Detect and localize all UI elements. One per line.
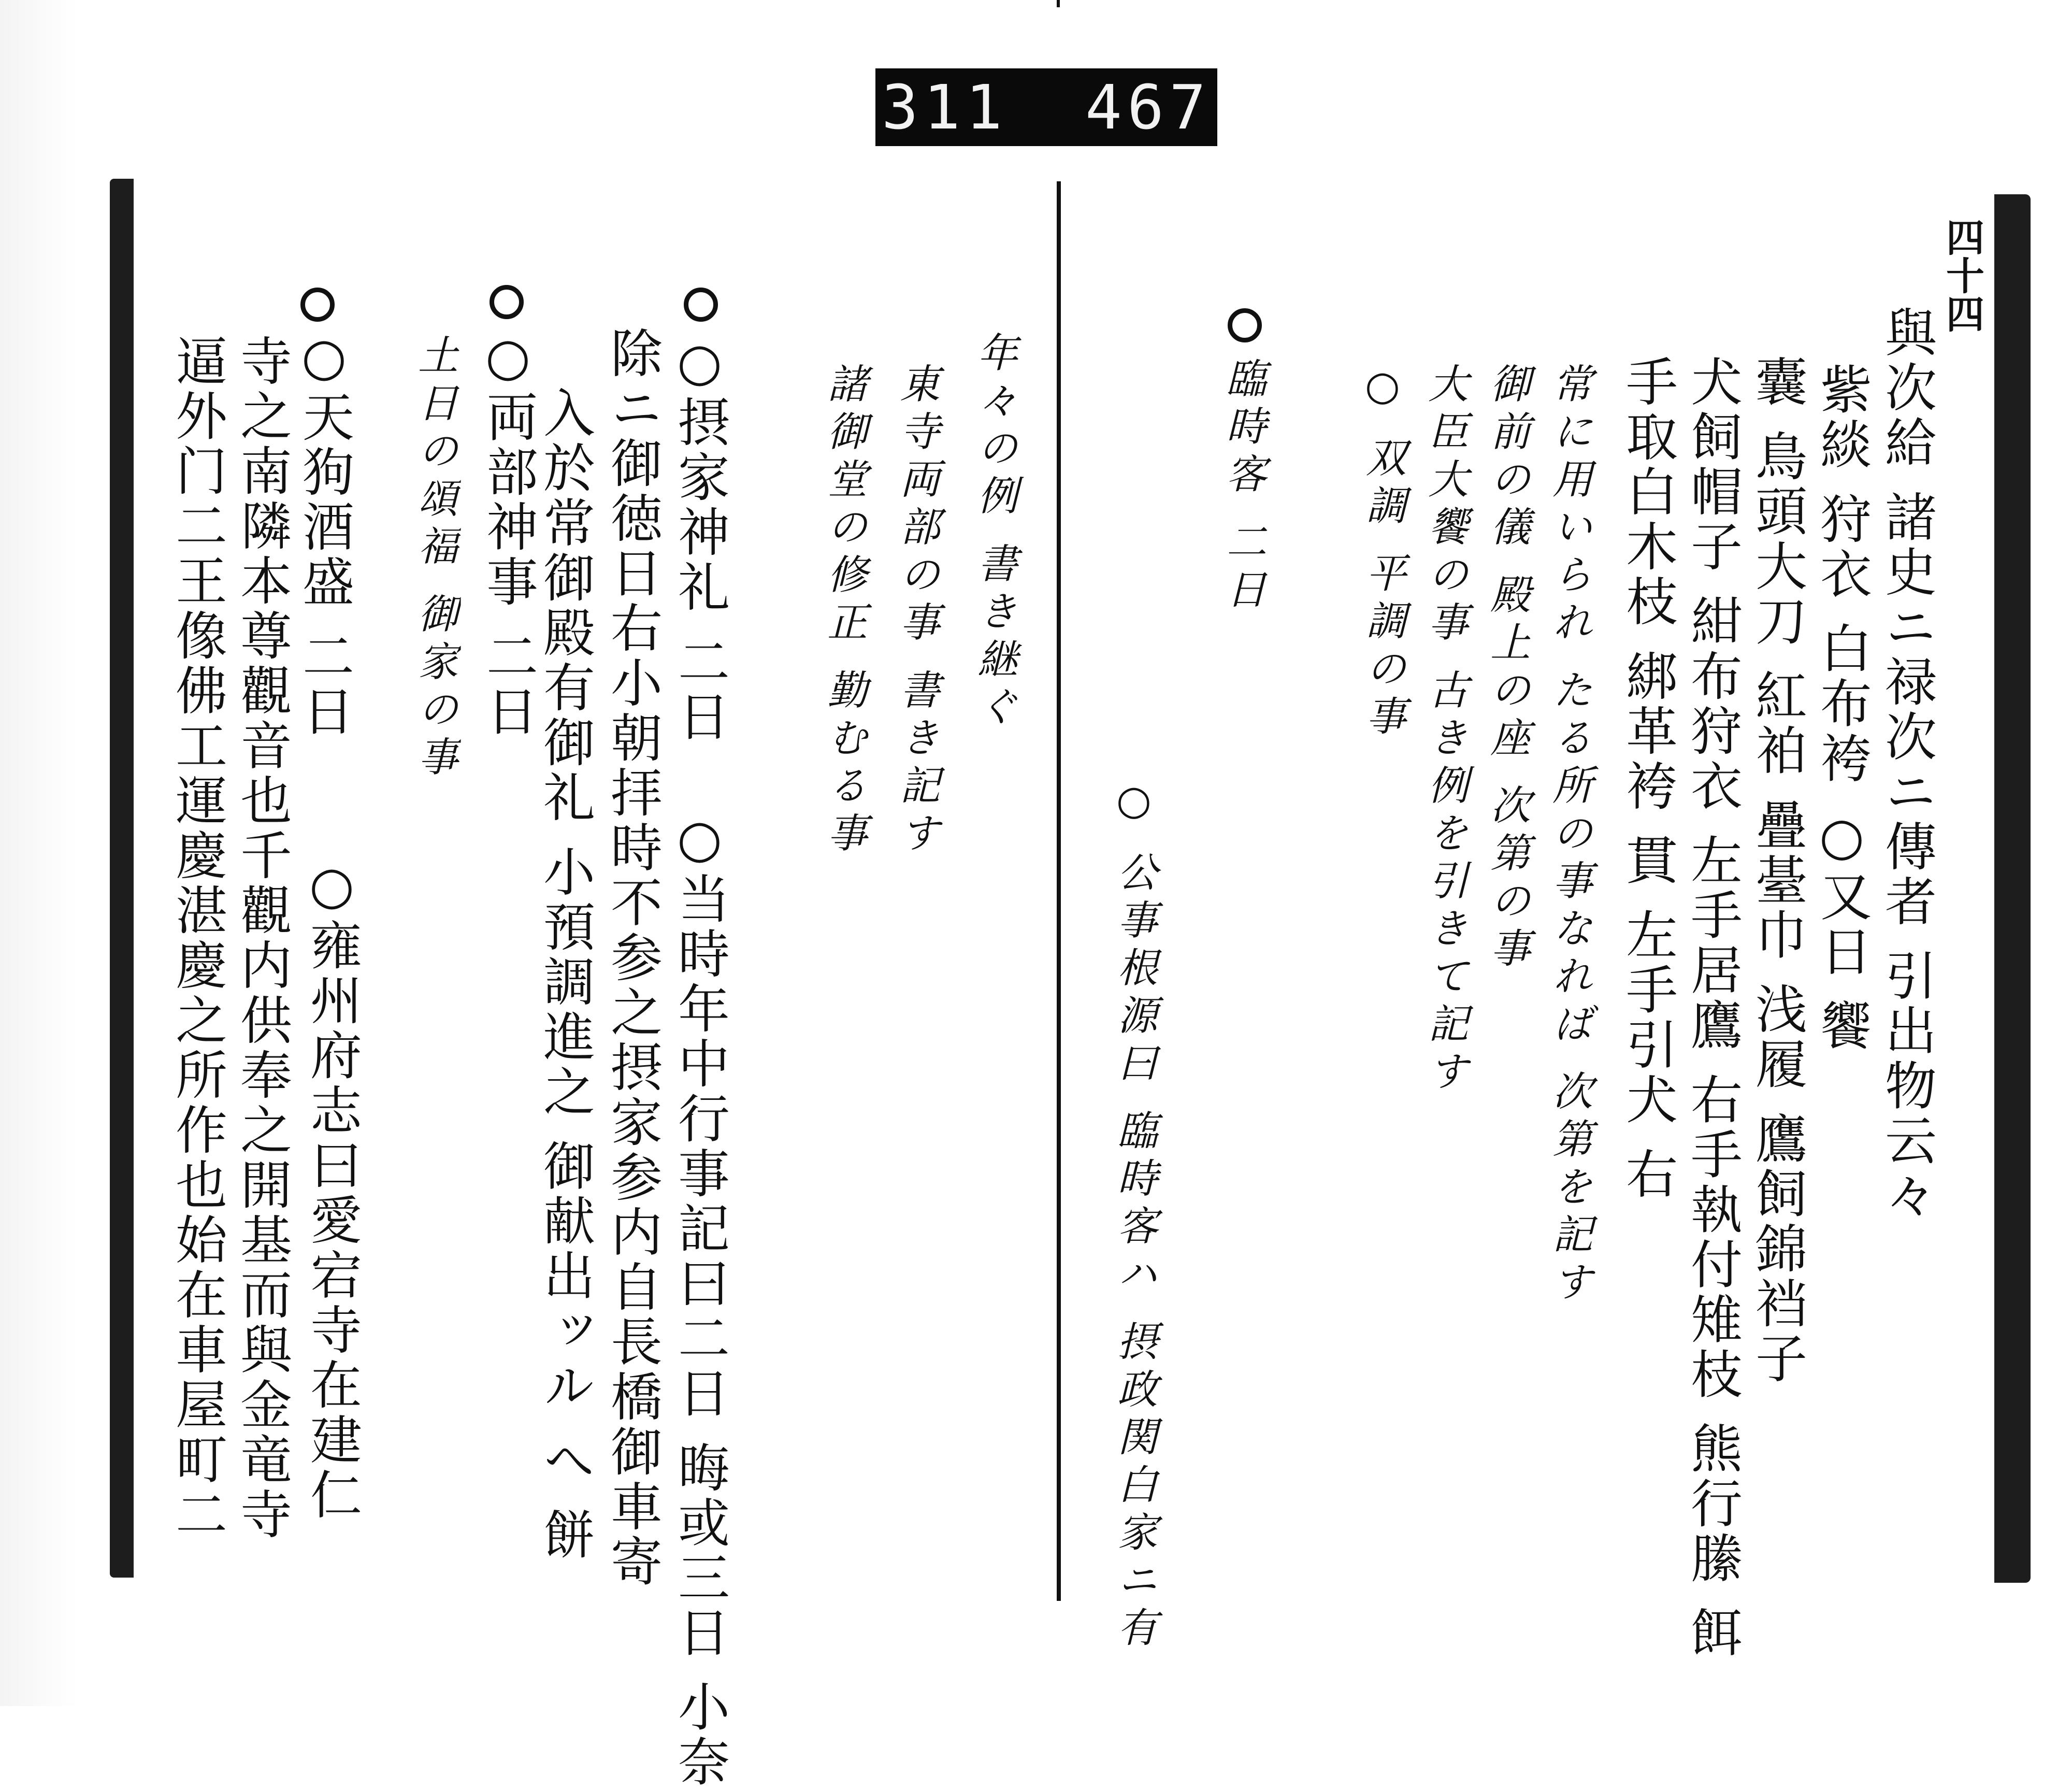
top-registration-tick <box>1057 0 1060 7</box>
left-cursive-column-2: 東寺両部の事 書き記す <box>893 363 940 860</box>
section-circle-mark <box>1228 308 1262 342</box>
right-column-2: 紫緂 狩衣 白布袴 ○又日 饗 <box>1811 363 1872 1054</box>
left-cursive-column-1: 年々の例 書き継ぐ <box>971 332 1017 733</box>
page-number: 四十四 <box>1940 218 1984 333</box>
microfilm-frame-label <box>875 68 1217 146</box>
frame-number: 467 <box>1085 71 1212 143</box>
left-column-3: 逼外门二王像佛工運慶湛慶之所作也始在車屋町二 <box>167 334 227 1542</box>
right-cursive-column-3: 大臣大饗の事 古き例を引きて記す <box>1421 363 1468 1098</box>
left-book-edge <box>110 179 134 1578</box>
page-gutter <box>1057 181 1061 1601</box>
right-cursive-column-4: ○ 双調 平調の事 <box>1359 363 1406 743</box>
right-book-edge <box>1994 194 2031 1583</box>
left-column-8: ○当時年中行事記曰二日 晦或三日 小奈 <box>669 808 730 1790</box>
right-cursive-column-6: ○ 公事根源曰 臨時客ハ 摂政関白家ニ有 <box>1111 777 1157 1654</box>
left-column-5: ○両部神事 二日 <box>478 326 538 739</box>
left-column-4: ○雍州府志曰愛宕寺在建仁 <box>301 855 362 1523</box>
left-column-1: ○天狗酒盛 二日 <box>294 326 354 739</box>
left-column-6: 入於常御殿有御礼 小預調進之 御献出ッル へ 餅 <box>535 386 595 1563</box>
left-cursive-column-4: 土日の頌福 御家の事 <box>411 334 458 783</box>
left-column-7: 除ニ御徳日右小朝拝時不参之摂家参内自長橋御車寄 <box>602 326 663 1589</box>
section-circle-mark <box>490 285 524 319</box>
left-column-2: 寺之南隣本尊觀音也千觀内供奉之開基而與金竜寺 <box>232 334 292 1542</box>
right-cursive-column-2: 御前の儀 殿上の座 次第の事 <box>1484 363 1530 975</box>
right-column-4: 犬飼帽子 紺布狩衣 左手居鷹 右手執付雉枝 熊行縢 餌 <box>1682 355 1743 1661</box>
right-column-5: 手取白木枝 綁革袴 貫 左手引犬 右 <box>1617 355 1678 1202</box>
reel-number: 311 <box>881 71 1008 143</box>
right-cursive-column-1: 常に用いられ たる所の事なれば 次第を記す <box>1546 363 1592 1309</box>
left-cursive-column-3: 諸御堂の修正 勤むる事 <box>821 363 867 860</box>
section-circle-mark <box>300 288 335 322</box>
left-column-9: ○摂家神礼 二日 <box>669 332 730 744</box>
section-circle-mark <box>684 288 718 322</box>
right-column-1: 與次給 諸史ニ禄次ニ傳者 引出物云々 <box>1876 306 1937 1224</box>
right-column-3: 囊 鳥頭大刀 紅袙 疊䑓巾 浅履 鷹飼錦裆子 <box>1747 355 1807 1386</box>
right-cursive-column-5: 臨時客 二日 <box>1219 357 1266 616</box>
